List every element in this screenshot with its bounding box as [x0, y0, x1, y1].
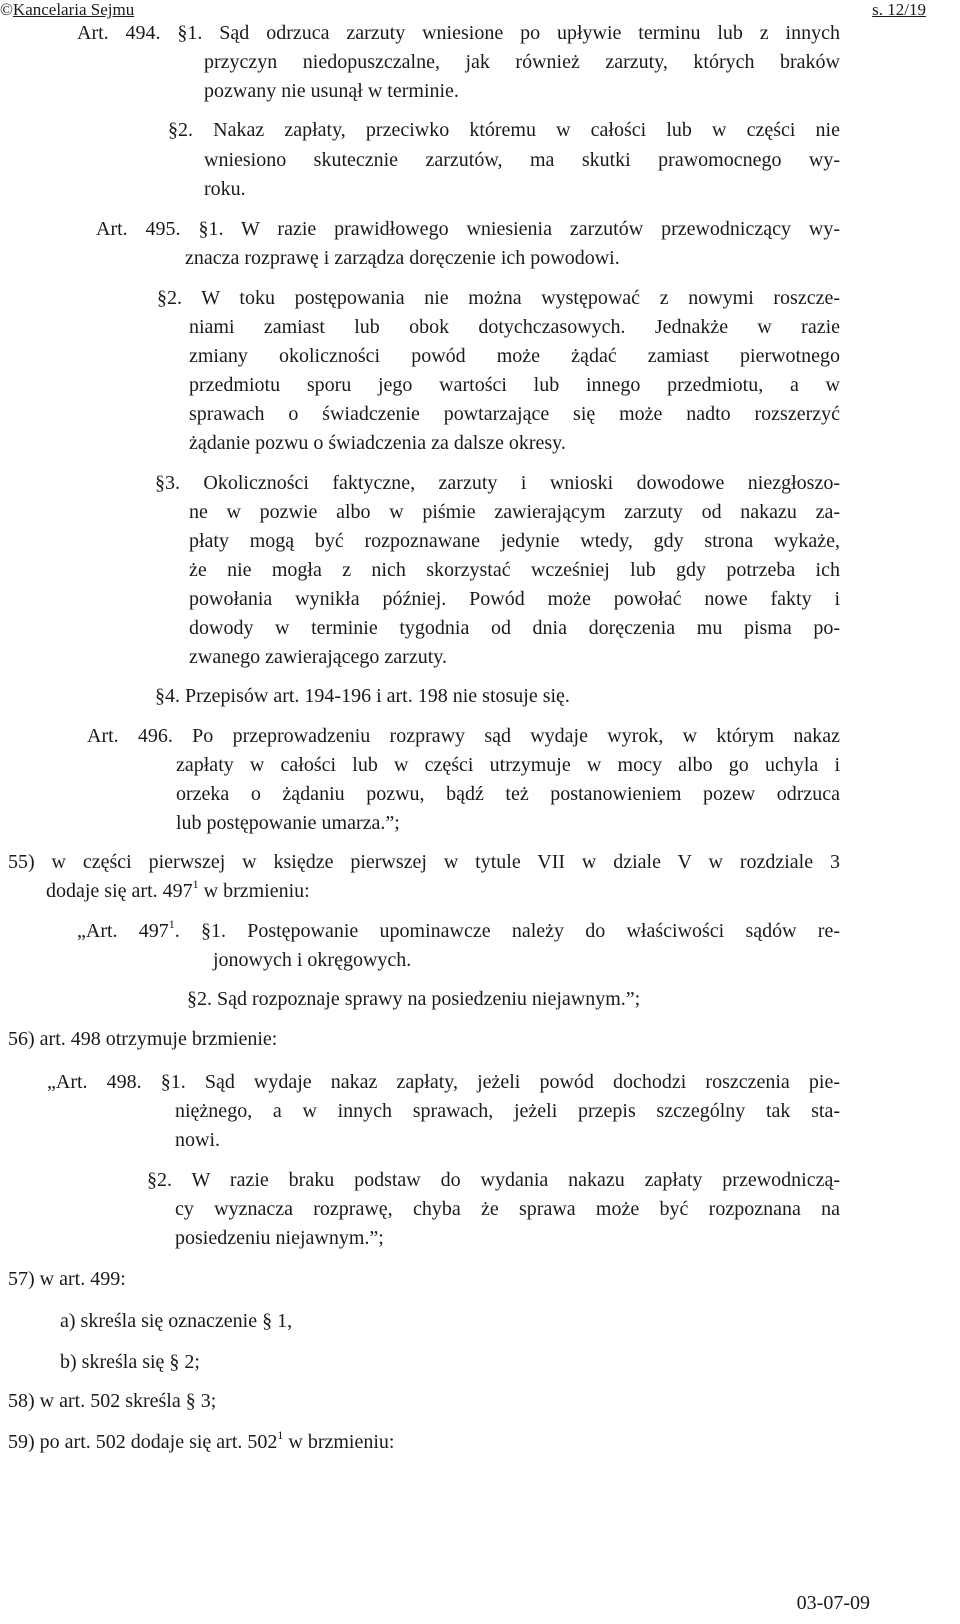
superscript: 1	[192, 877, 199, 891]
line-part: dodaje się art. 497	[46, 880, 193, 902]
text-line: przyczyn niedopuszczalne, jak również zarzuty, których braków	[204, 51, 840, 73]
text-line: Art. 494. §1. Sąd odrzuca zarzuty wniesione po upływie terminu lub z innych	[77, 22, 840, 44]
text-line	[8, 1427, 394, 1457]
text-line: orzeka o żądaniu pozwu, bądź też postanowieniem pozew odrzuca	[176, 783, 840, 805]
text-line: dowody w terminie tygodnia od dnia doręczenia mu pisma po-	[189, 617, 840, 639]
text-line: zmiany okoliczności powód może żądać zamiast pierwotnego	[189, 345, 840, 367]
text-line: lub postępowanie umarza.”;	[176, 812, 400, 834]
line-part: . §1. Postępowanie upominawcze należy do właściwości sądów re-	[174, 920, 840, 942]
text-line: pozwany nie usunął w terminie.	[204, 80, 459, 102]
text-line: 58) w art. 502 skreśla § 3;	[8, 1390, 217, 1412]
text-line: Art. 496. Po przeprowadzeniu rozprawy sąd wydaje wyrok, w którym nakaz	[87, 725, 840, 747]
superscript: 1	[277, 1428, 284, 1442]
text-line: §2. W toku postępowania nie można występować z nowymi roszcze-	[157, 287, 840, 309]
text-line: 55) w części pierwszej w księdze pierwszej w tytule VII w dziale V w rozdziale 3	[8, 851, 840, 873]
text-line: sprawach o świadczenie powtarzające się może nadto rozszerzyć	[189, 403, 840, 425]
text-line: §4. Przepisów art. 194-196 i art. 198 nie stosuje się.	[155, 685, 570, 707]
text-line: §2. Sąd rozpoznaje sprawy na posiedzeniu niejawnym.”;	[187, 988, 641, 1010]
text-line: żądanie pozwu o świadczenia za dalsze okresy.	[189, 432, 566, 454]
text-line	[46, 876, 310, 906]
text-line: §3. Okoliczności faktyczne, zarzuty i wnioski dowodowe niezgłoszo-	[155, 472, 840, 494]
text-line: 56) art. 498 otrzymuje brzmienie:	[8, 1028, 278, 1050]
superscript: 1	[168, 917, 175, 931]
text-line: ne w pozwie albo w piśmie zawierającym zarzuty od nakazu za-	[189, 501, 840, 523]
text-line: 57) w art. 499:	[8, 1268, 126, 1290]
footer-date-code: 03-07-09	[796, 1592, 870, 1614]
line-part: w brzmieniu:	[283, 1431, 395, 1453]
text-line: zapłaty w całości lub w części utrzymuje w mocy albo go uchyla i	[176, 754, 840, 776]
text-line: zwanego zawierającego zarzuty.	[189, 646, 447, 668]
text-line: że nie mogła z nich skorzystać wcześniej lub gdy potrzeba ich	[189, 559, 840, 581]
header-left	[0, 0, 134, 20]
text-line	[77, 916, 840, 946]
text-line: roku.	[204, 178, 246, 200]
text-line: przedmiotu sporu jego wartości lub innego przedmiotu, a w	[189, 374, 840, 396]
text-line: „Art. 498. §1. Sąd wydaje nakaz zapłaty, jeżeli powód dochodzi roszczenia pie-	[47, 1071, 840, 1093]
text-line: niężnego, a w innych sprawach, jeżeli przepis szczególny tak sta-	[175, 1100, 840, 1122]
text-line: nowi.	[175, 1129, 220, 1151]
text-line: posiedzeniu niejawnym.”;	[175, 1227, 384, 1249]
page-number: s. 12/19	[872, 0, 926, 19]
text-line: jonowych i okręgowych.	[213, 949, 412, 971]
text-line: znacza rozprawę i zarządza doręczenie ich powodowi.	[185, 247, 620, 269]
text-line: Art. 495. §1. W razie prawidłowego wniesienia zarzutów przewodniczący wy-	[96, 218, 840, 240]
line-part: w brzmieniu:	[198, 880, 310, 902]
text-line: a) skreśla się oznaczenie § 1,	[60, 1310, 293, 1332]
copyright-symbol: ©	[0, 0, 13, 19]
text-line: wniesiono skutecznie zarzutów, ma skutki prawomocnego wy-	[204, 149, 840, 171]
text-line: b) skreśla się § 2;	[60, 1351, 200, 1373]
text-line: powołania wynikła później. Powód może powołać nowe fakty i	[189, 588, 840, 610]
text-line: niami zamiast lub obok dotychczasowych. Jednakże w razie	[189, 316, 840, 338]
text-line: płaty mogą być rozpoznawane jedynie wtedy, gdy strona wykaże,	[189, 530, 840, 552]
line-part: „Art. 497	[77, 920, 169, 942]
line-part: 59) po art. 502 dodaje się art. 502	[8, 1431, 278, 1453]
text-line: cy wyznacza rozprawę, chyba że sprawa może być rozpoznana na	[175, 1198, 840, 1220]
text-line: §2. W razie braku podstaw do wydania nakazu zapłaty przewodniczą-	[147, 1169, 840, 1191]
text-line: §2. Nakaz zapłaty, przeciwko któremu w całości lub w części nie	[168, 119, 840, 141]
header-title: Kancelaria Sejmu	[12, 0, 135, 19]
